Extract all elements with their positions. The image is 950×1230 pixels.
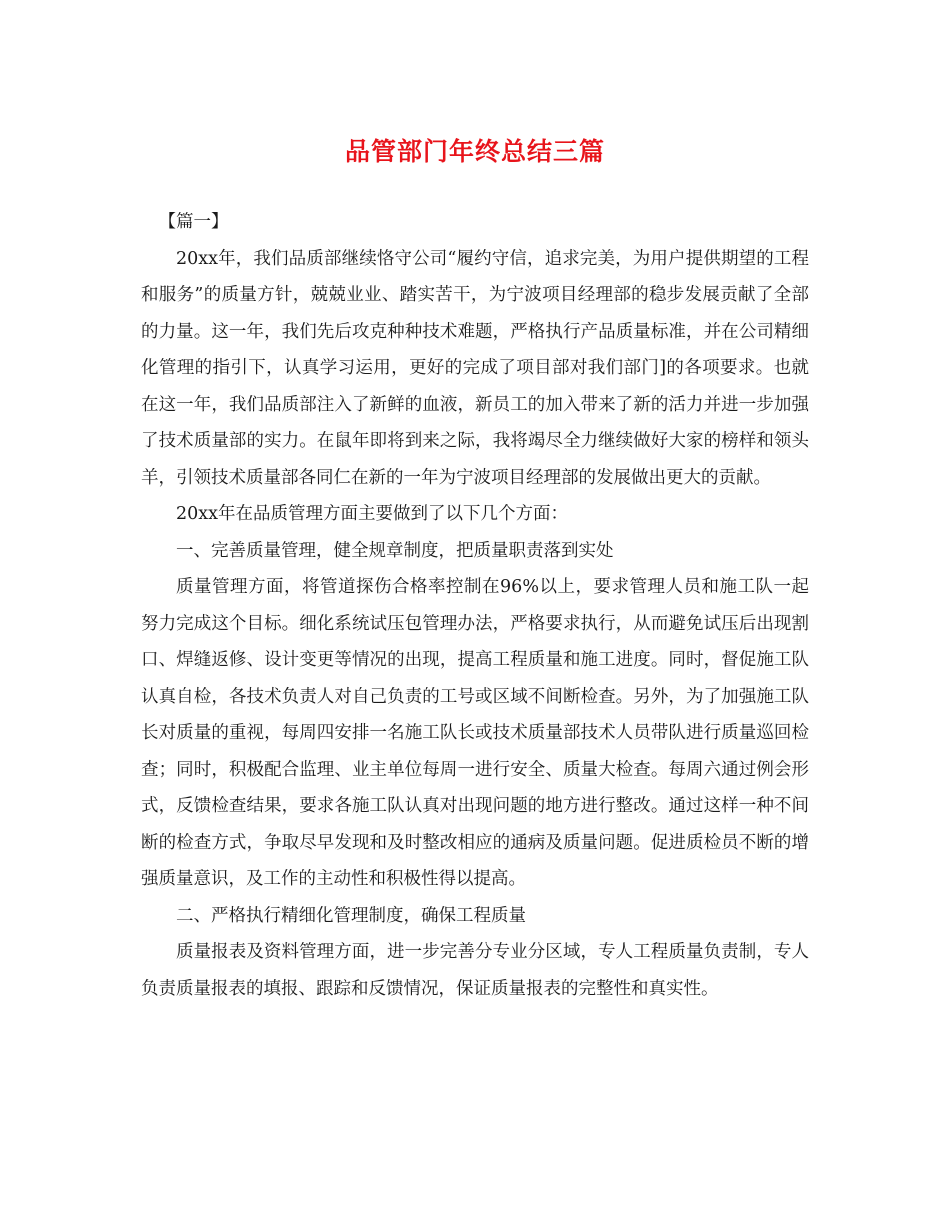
paragraph: 质量管理方面，将管道探伤合格率控制在96%以上，要求管理人员和施工队一起努力完成这个目标。细化系统试压包管理办法，严格要求执行，从而避免试压后出现割口、焊缝返修、设计变更等情况的出现，提高工程质量和施工进度。同时，督促施工队认真自检，各技术负责人对自己负责的工号或区域不间断检查。另外，为了加强施工队长对质量的重视，每周四安排一名施工队长或技术质量部技术人员带队进行质量巡回检查；同时，积极配合监理、业主单位每周一进行安全、质量大检查。每周六通过例会形式，反馈检查结果，要求各施工队认真对出现问题的地方进行整改。通过这样一种不间断的检查方式，争取尽早发现和及时整改相应的通病及质量问题。促进质检员不断的增强质量意识，及工作的主动性和积极性得以提高。	[141, 577, 809, 889]
paragraph: 20xx年，我们品质部继续恪守公司“履约守信，追求完美，为用户提供期望的工程和服务”的质量方针，兢兢业业、踏实苦干，为宁波项目经理部的稳步发展贡献了全部的力量。这一年，我们先后攻克种种技术难题，严格执行产品质量标准，并在公司精细化管理的指引下，认真学习运用，更好的完成了项目部对我们部门]的各项要求。也就在这一年，我们品质部注入了新鲜的血液，新员工的加入带来了新的活力并进一步加强了技术质量部的实力。在鼠年即将到来之际，我将竭尽全力继续做好大家的榜样和领头羊，引领技术质量部各同仁在新的一年为宁波项目经理部的发展做出更大的贡献。	[141, 248, 809, 488]
paragraph: 质量报表及资料管理方面，进一步完善分专业分区域，专人工程质量负责制，专人负责质量报表的填报、跟踪和反馈情况，保证质量报表的完整性和真实性。	[141, 942, 809, 999]
paragraph: 二、严格执行精细化管理制度，确保工程质量	[176, 905, 526, 926]
document-title: 品管部门年终总结三篇	[344, 137, 605, 166]
paragraph: 20xx年在品质管理方面主要做到了以下几个方面：	[176, 504, 569, 524]
paragraph: 一、完善质量管理，健全规章制度，把质量职责落到实处	[176, 540, 614, 561]
document-body	[141, 204, 809, 1007]
section-heading: 【篇一】	[158, 212, 229, 232]
